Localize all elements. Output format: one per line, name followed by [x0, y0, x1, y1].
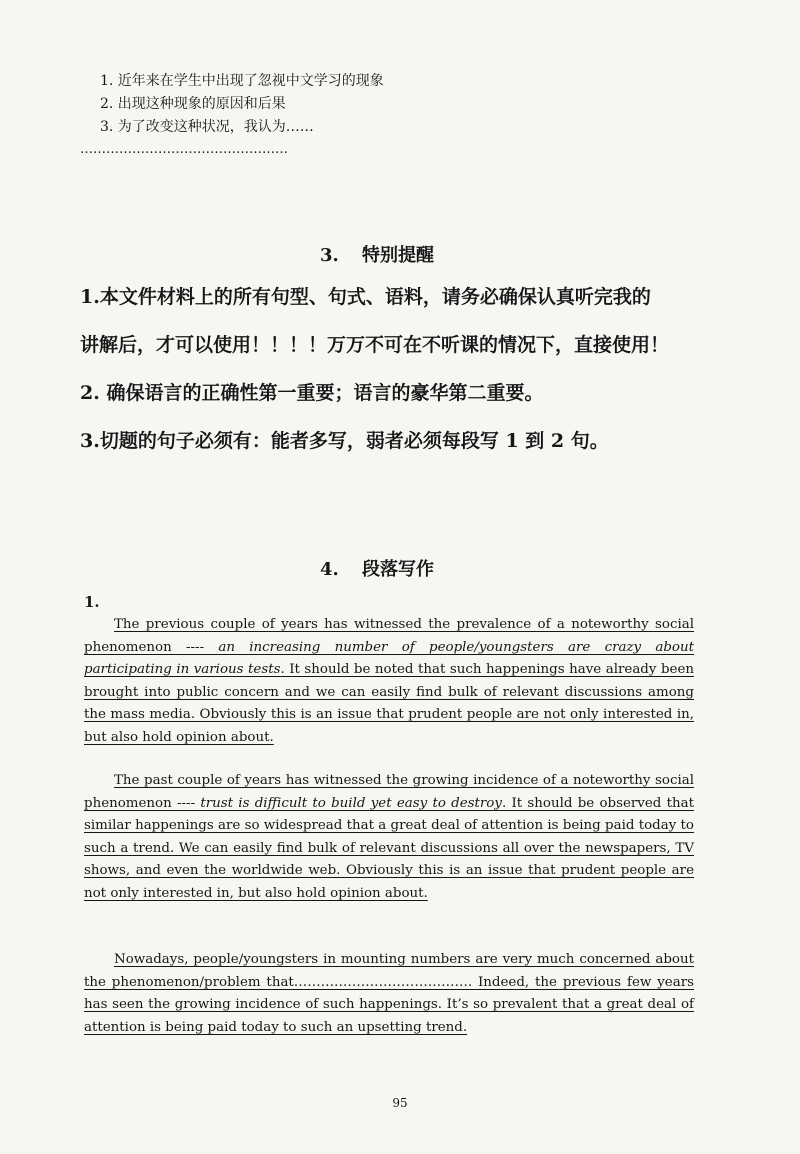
paragraph-topic: an increasing number of people/youngsters are crazy about participating in various tests	[84, 639, 694, 677]
paragraph-text: Nowadays, people/youngsters in mounting numbers are very much concerned about the phenomenon/problem that…………………………………. Indeed, the previous few years has seen the growing incidence of such happenings. It’s so prevalent that a great deal of attention is being paid today to such an upsetting trend.	[84, 952, 694, 1035]
intro-item: 2. 出现这种现象的原因和后果	[100, 96, 286, 112]
section-title: 特别提醒	[362, 245, 434, 266]
paragraph-text: . It should be noted that such happenings have already been brought into public concern and we can easily find bulk of relevant discussions among the mass media. Obviously this is an issue that prudent people are not only interested in, but also hold opinion about.	[84, 662, 694, 745]
sample-paragraph	[84, 614, 694, 749]
dotted-line: …………………………………………	[80, 142, 288, 157]
section-title: 段落写作	[362, 559, 434, 580]
paragraph-text: The past couple of years has witnessed the growing incidence of a noteworthy social phenomenon ----	[84, 773, 694, 811]
sample-paragraph	[84, 949, 694, 1039]
reminder-line: 2. 确保语言的正确性第一重要；语言的豪华第二重要。	[80, 382, 544, 404]
paragraph-number: 1.	[84, 593, 100, 611]
sample-paragraph	[84, 770, 694, 905]
paragraph-text: . It should be observed that similar happenings are so widespread that a great deal of attention is being paid today to such a trend. We can easily find bulk of relevant discussions all over the newspapers, TV shows, and even the worldwide web. Obviously this is an issue that prudent people are not only interested in, but also hold opinion about.	[84, 795, 694, 901]
page-number: 95	[392, 1096, 408, 1110]
paragraph-topic: trust is difficult to build yet easy to destroy	[200, 795, 502, 811]
reminder-line: 1.本文件材料上的所有句型、句式、语料，请务必确保认真听完我的	[80, 286, 651, 308]
paragraph-text: The previous couple of years has witnessed the prevalence of a noteworthy social phenomenon ----	[84, 617, 694, 655]
reminder-line: 3.切题的句子必须有：能者多写，弱者必须每段写 1 到 2 句。	[80, 430, 609, 452]
section-number: 3.	[320, 245, 339, 266]
reminders-list	[80, 281, 720, 473]
reminder-line: 讲解后，才可以使用！！！！万万不可在不听课的情况下，直接使用！	[80, 334, 670, 356]
intro-item: 3. 为了改变这种状况，我认为……	[100, 119, 314, 135]
section-4-heading	[320, 555, 434, 581]
section-3-heading	[320, 241, 434, 267]
intro-list	[100, 70, 384, 139]
section-number: 4.	[320, 559, 339, 580]
intro-item: 1. 近年来在学生中出现了忽视中文学习的现象	[100, 73, 384, 89]
